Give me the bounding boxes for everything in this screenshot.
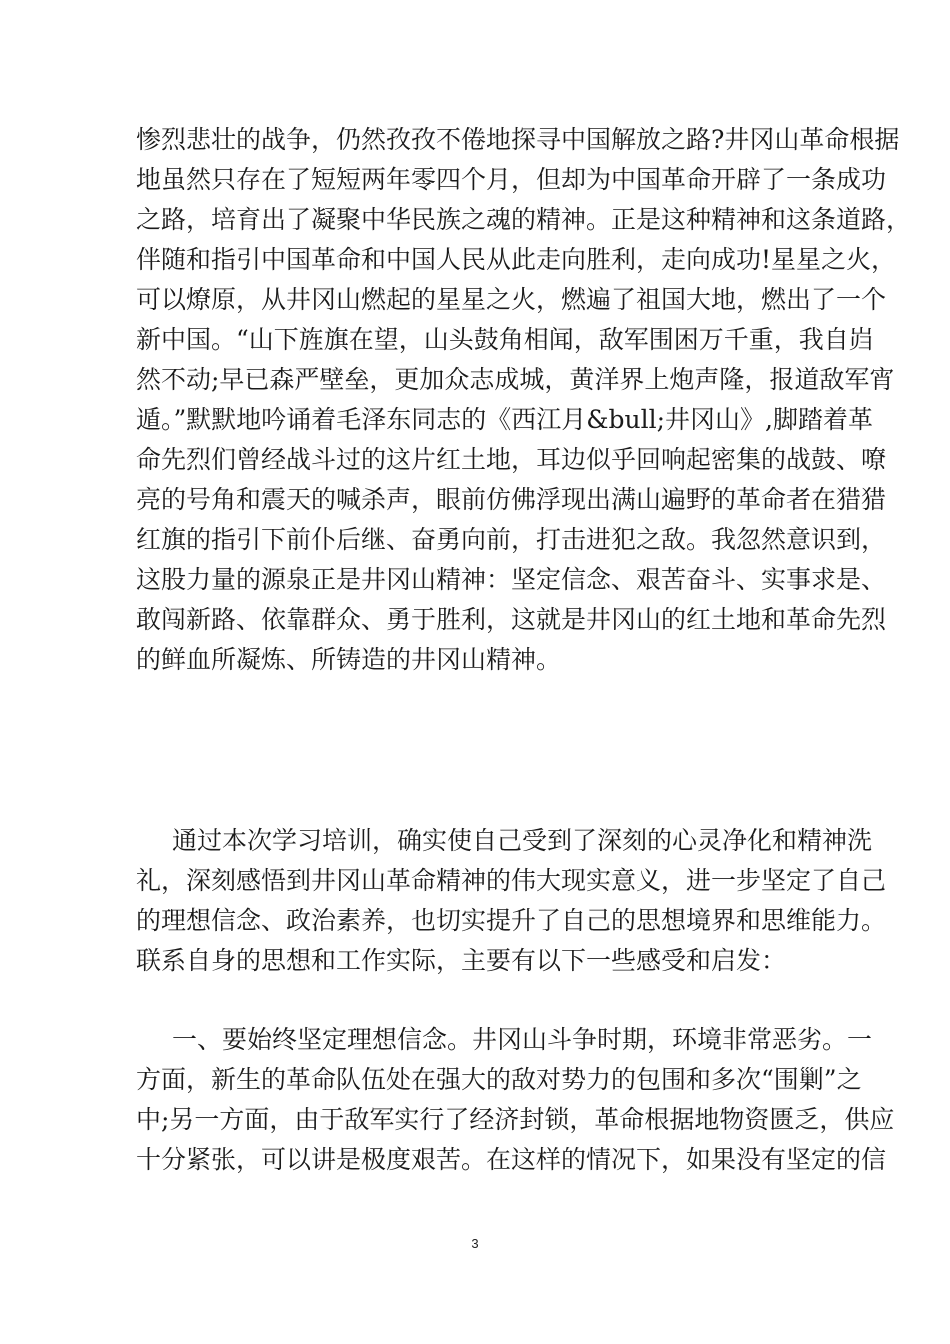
page-number: 3 [471,1236,479,1251]
text-line: 伴随和指引中国革命和中国人民从此走向胜利，走向成功!星星之火， [136,245,897,274]
text-line: 可以燎原，从井冈山燃起的星星之火，燃遍了祖国大地，燃出了一个 [136,285,887,314]
text-line: 方面，新生的革命队伍处在强大的敌对势力的包围和多次“围剿”之 [136,1065,862,1094]
text-line: 十分紧张，可以讲是极度艰苦。在这样的情况下，如果没有坚定的信 [136,1145,887,1174]
text-line: 亮的号角和震天的喊杀声，眼前仿佛浮现出满山遍野的革命者在猎猎 [136,485,887,514]
paragraph-3 [136,1020,895,1180]
text-line: 然不动;早已森严壁垒，更加众志成城，黄洋界上炮声隆，报道敌军宵 [136,365,895,394]
text-line: 之路，培育出了凝聚中华民族之魂的精神。正是这种精神和这条道路， [136,205,912,234]
text-line: 命先烈们曾经战斗过的这片红土地，耳边似乎回响起密集的战鼓、嘹 [136,445,887,474]
text-line: 的理想信念、政治素养，也切实提升了自己的思想境界和思维能力。 [136,906,887,935]
text-line: 这股力量的源泉正是井冈山精神：坚定信念、艰苦奋斗、实事求是、 [136,565,887,594]
text-line: 联系自身的思想和工作实际，主要有以下一些感受和启发： [136,946,787,975]
text-line: 敢闯新路、依靠群众、勇于胜利，这就是井冈山的红土地和革命先烈 [136,605,887,634]
text-line: 红旗的指引下前仆后继、奋勇向前，打击进犯之敌。我忽然意识到， [136,525,887,554]
text-line: 中;另一方面，由于敌军实行了经济封锁，革命根据地物资匮乏，供应 [136,1105,895,1134]
text-line: 地虽然只存在了短短两年零四个月，但却为中国革命开辟了一条成功 [136,165,887,194]
paragraph-2 [136,821,887,981]
text-line: 礼，深刻感悟到井冈山革命精神的伟大现实意义，进一步坚定了自己 [136,866,887,895]
text-line: 遁。”默默地吟诵着毛泽东同志的《西江月&bull;井冈山》,脚踏着革 [136,405,874,434]
text-line-indented: 通过本次学习培训，确实使自己受到了深刻的心灵净化和精神洗 [172,826,873,855]
text-line-indented: 一、要始终坚定理想信念。井冈山斗争时期，环境非常恶劣。一 [172,1025,873,1054]
text-line: 新中国。“山下旌旗在望，山头鼓角相闻，敌军围困万千重，我自岿 [136,325,874,354]
text-line: 惨烈悲壮的战争，仍然孜孜不倦地探寻中国解放之路?井冈山革命根据 [136,125,900,154]
text-line: 的鲜血所凝炼、所铸造的井冈山精神。 [136,645,562,674]
paragraph-1 [136,120,912,680]
